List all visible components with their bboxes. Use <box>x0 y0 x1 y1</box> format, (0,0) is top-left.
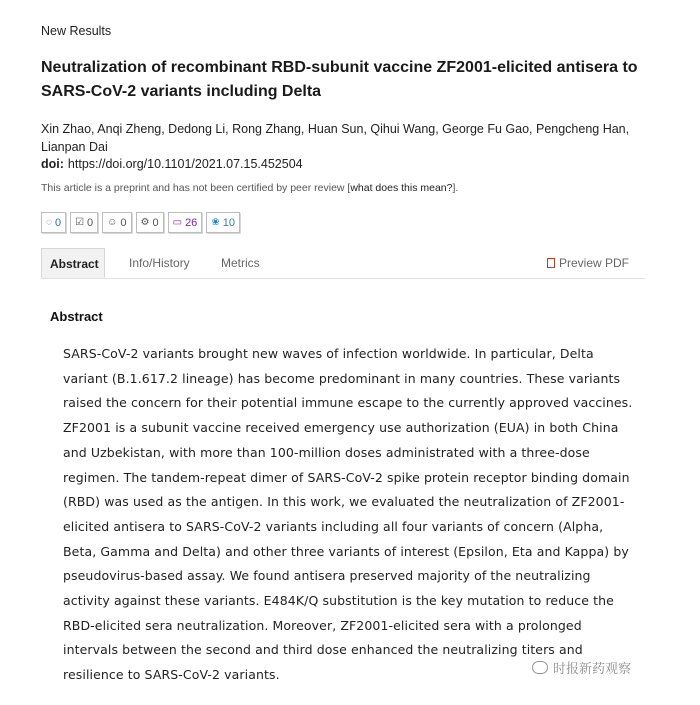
article-tabs <box>41 248 645 279</box>
doi-label: doi: <box>41 157 64 171</box>
preprint-note-text: This article is a preprint and has not been certified by peer review [ <box>41 182 351 194</box>
users-icon: ☺ <box>107 216 118 228</box>
checkbox-icon: ☑ <box>75 216 85 228</box>
what-does-this-mean-link[interactable]: what does this mean? <box>350 182 453 194</box>
twitter-icon: ❀ <box>211 216 220 228</box>
preview-pdf-label: Preview PDF <box>558 256 629 270</box>
pdf-icon <box>547 258 555 268</box>
community-metric[interactable] <box>102 212 131 233</box>
abstract-body: SARS-CoV-2 variants brought new waves of infection worldwide. In particular, Delta variant (B.1.617.2 lineage) has become predominant in many countries. These variants raised the concern for their potential immune escape to the currently approved vaccines. ZF2001 is a subunit vaccine received emergency use authorization (EUA) in both China and Uzbekistan, with more than 100-million doses administrated with a three-dose regimen. The tandem-repeat dimer of SARS-CoV-2 spike protein receptor binding domain (RBD) was used as the antigen. In this work, we evaluated the neutralization of ZF2001-elicited antisera to SARS-CoV-2 variants including all four variants of concern (Alpha, Beta, Gamma and Delta) and other three variants of interest (Epsilon, Eta and Kappa) by pseudovirus-based assay. We found antisera preserved majority of the neutralizing activity against these variants. E484K/Q substitution is the key mutation to reduce the RBD-elicited sera neutralization. Moreover, ZF2001-elicited sera with a prolonged intervals between the second and third dose enhanced the neutralizing titers and resilience to SARS-CoV-2 variants. <box>63 346 633 683</box>
twitter-count: 10 <box>222 216 235 229</box>
automated-count: 0 <box>152 216 159 229</box>
monitor-icon: ▭ <box>172 216 183 228</box>
gears-icon: ⚙ <box>140 216 150 228</box>
abstract-heading: Abstract <box>50 309 103 324</box>
tab-metrics[interactable]: Metrics <box>221 256 260 270</box>
preprint-note-suffix: ]. <box>452 182 459 194</box>
metrics-bar <box>41 212 240 233</box>
article-title: Neutralization of recombinant RBD-subunit vaccine ZF2001-elicited antisera to SARS-CoV-2 variants including Delta <box>41 59 638 100</box>
doi-link[interactable]: https://doi.org/10.1101/2021.07.15.452504 <box>67 157 303 171</box>
comments-metric[interactable] <box>41 212 66 233</box>
comments-count: 0 <box>54 216 62 229</box>
media-count: 26 <box>185 216 198 229</box>
comment-icon: ◌ <box>46 216 52 228</box>
author-list: Xin Zhao, Anqi Zheng, Dedong Li, Rong Zhang, Huan Sun, Qihui Wang, George Fu Gao, Pengcheng Han, Lianpan Dai <box>41 122 630 154</box>
community-count: 0 <box>120 216 127 229</box>
twitter-metric[interactable] <box>206 212 240 233</box>
section-label: New Results <box>41 24 112 38</box>
media-metric[interactable] <box>168 212 203 233</box>
preprint-note <box>41 182 458 194</box>
reviews-count: 0 <box>87 216 94 229</box>
reviews-metric[interactable] <box>70 212 98 233</box>
watermark-text: 时报新药观察 <box>553 661 632 676</box>
tab-abstract[interactable]: Abstract <box>41 248 105 278</box>
tab-info-history[interactable]: Info/History <box>129 256 190 270</box>
watermark <box>532 658 631 677</box>
preview-pdf-button[interactable] <box>539 248 637 278</box>
wechat-icon <box>532 661 548 674</box>
automated-metric[interactable] <box>136 212 164 233</box>
doi-line <box>41 157 303 171</box>
